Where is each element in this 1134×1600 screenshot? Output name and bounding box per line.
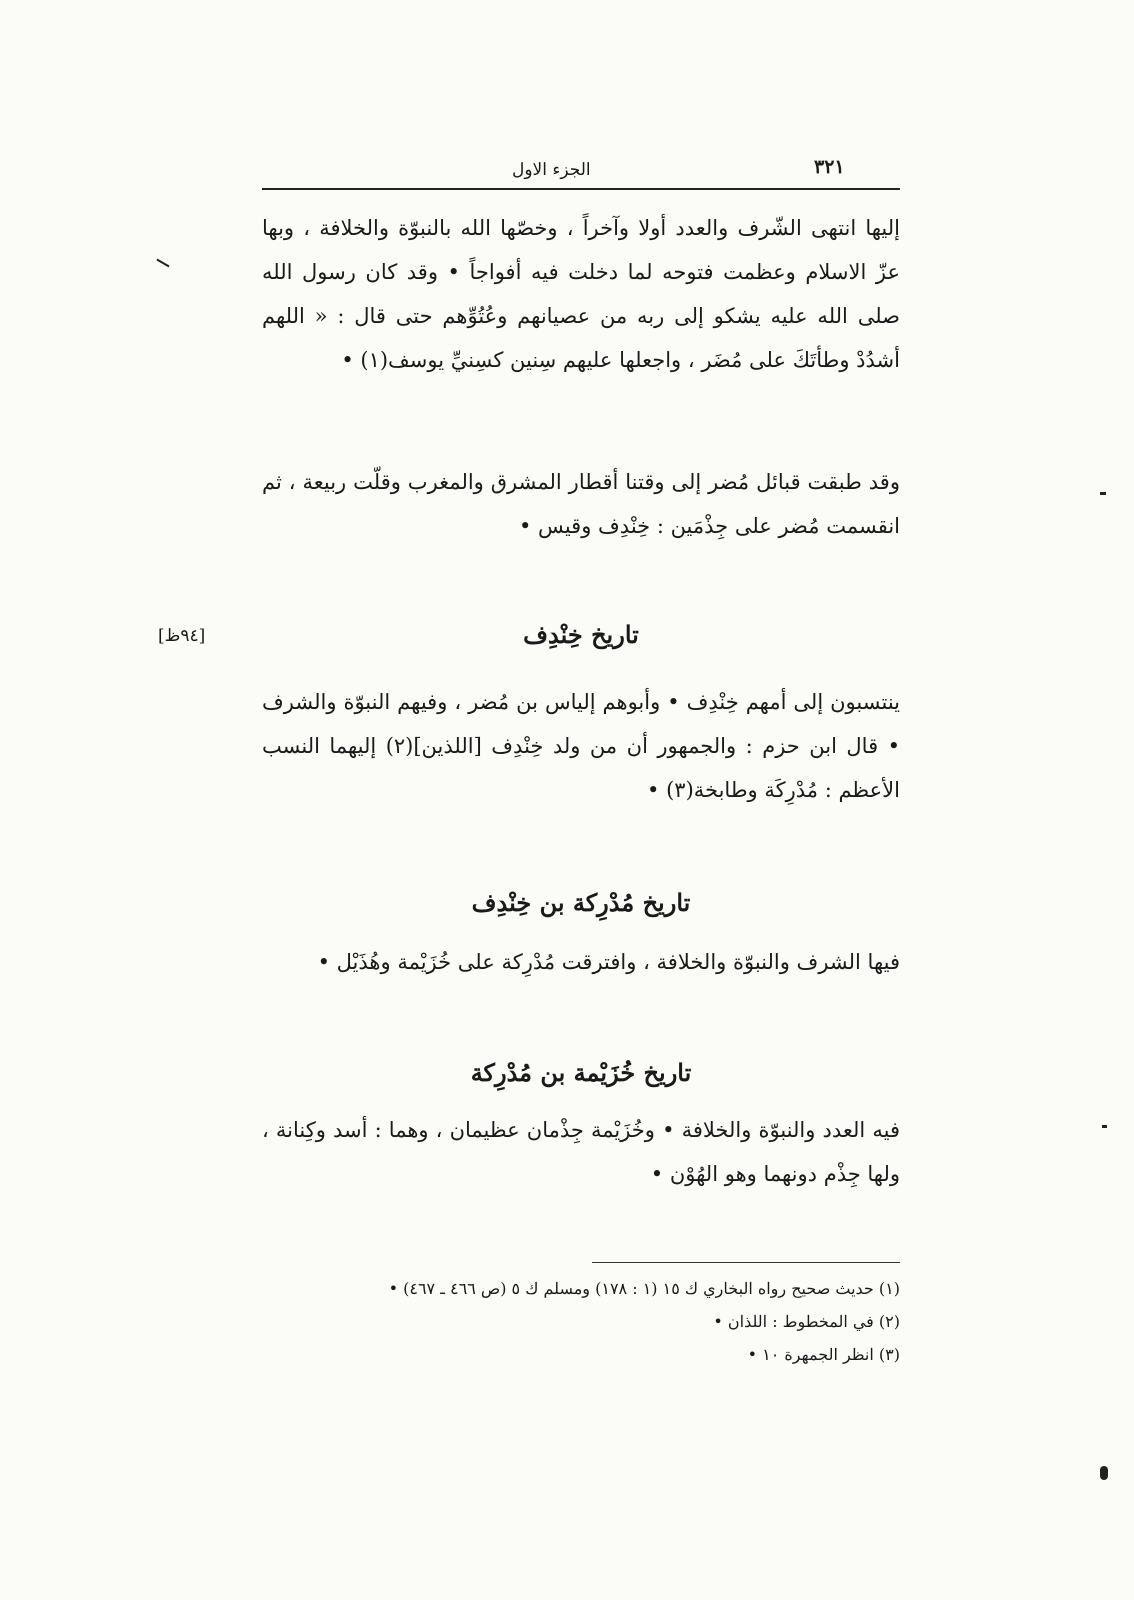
footnote-2: (٢) في المخطوط : اللذان • — [713, 1312, 900, 1331]
footnote-3: (٣) انظر الجمهرة ١٠ • — [747, 1345, 900, 1364]
page-header — [262, 150, 900, 190]
footnote-1: (١) حديث صحيح رواه البخاري ك ١٥ (١ : ١٧٨) ومسلم ك ٥ (ص ٤٦٦ ـ ٤٦٧) • — [388, 1279, 900, 1298]
paragraph-2: وقد طبقت قبائل مُضر إلى وقتنا أقطار المشرق والمغرب وقلّت ربيعة ، ثم انقسمت مُضر على جِذْمَين : خِنْدِف وقيس • — [262, 470, 900, 538]
scan-mark — [1100, 492, 1106, 495]
scan-mark — [1102, 1125, 1107, 1128]
running-title: الجزء الاول — [512, 160, 591, 180]
book-page — [158, 150, 900, 1364]
footnotes — [262, 1272, 900, 1371]
section-heading-mudrika: تاريخ مُدْرِكة بن خِنْدِف — [471, 888, 691, 917]
footnote-separator — [592, 1262, 900, 1263]
section-heading-khindif: تاريخ خِنْدِف — [523, 620, 639, 649]
section-text-khindif: ينتسبون إلى أمهم خِنْدِف • وأبوهم إلياس بن مُضر ، وفيهم النبوّة والشرف • قال ابن حزم : والجمهور أن من ولد خِنْدِف [اللذين](٢) إليهما النسب الأعظم : مُدْرِكَة وطابخة(٣) • — [262, 690, 900, 802]
manuscript-folio-note: [٩٤ظ] — [158, 626, 206, 646]
paragraph-1: إليها انتهى الشّرف والعدد أولا وآخراً ، وخصّها الله بالنبوّة والخلافة ، وبها عزّ الاسلام وعظمت فتوحه لما دخلت فيه أفواجاً • وقد كان رسول الله صلى الله عليه يشكو إلى ربه من عصيانهم وعُتُوِّهم حتى قال : « اللهم أشدُدْ وطأتَكَ على مُضَر ، واجعلها عليهم سِنين كسِنيِّ يوسف(١) • — [262, 216, 900, 372]
section-text-mudrika: فيها الشرف والنبوّة والخلافة ، وافترقت مُدْرِكة على خُزَيْمة وهُذَيْل • — [317, 950, 900, 974]
section-heading-khuzayma: تاريخ خُزَيْمة بن مُدْرِكة — [470, 1058, 692, 1087]
page-number: ٣٢١ — [814, 156, 845, 178]
scan-mark — [156, 259, 169, 268]
scan-mark — [1100, 1466, 1108, 1480]
section-text-khuzayma: فيه العدد والنبوّة والخلافة • وخُزَيْمة جِذْمان عظيمان ، وهما : أسد وكِنانة ، ولها جِذْم دونهما وهو الهُوْن • — [262, 1118, 900, 1186]
